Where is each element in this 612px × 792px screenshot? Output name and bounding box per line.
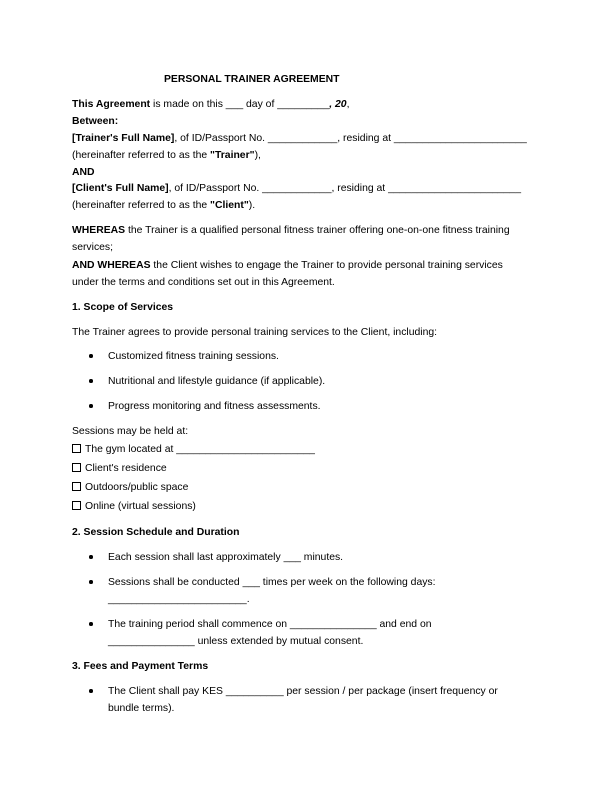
agreement-date-line: [72, 98, 349, 111]
location-option-residence[interactable]: [72, 462, 167, 475]
list-item: Sessions shall be conducted ___ times per week on the following days:: [108, 577, 436, 588]
checkbox-icon[interactable]: [72, 501, 81, 510]
and-whereas-label: AND WHEREAS: [72, 260, 151, 271]
location-option-label: Outdoors/public space: [85, 482, 189, 493]
location-option-label: Online (virtual sessions): [85, 501, 196, 512]
bullet-icon: [89, 376, 95, 382]
location-option-label: The gym located at ________________________: [85, 444, 315, 455]
list-item: Progress monitoring and fitness assessments.: [108, 401, 321, 412]
location-option-gym[interactable]: [72, 443, 315, 456]
section-1-intro: The Trainer agrees to provide personal training services to the Client, including:: [72, 327, 438, 338]
checkbox-icon[interactable]: [72, 482, 81, 491]
section-3-heading: 3. Fees and Payment Terms: [72, 661, 209, 672]
bullet-icon: [89, 401, 95, 407]
between-label: Between:: [72, 116, 119, 127]
trainer-identity-line: [72, 132, 527, 145]
location-option-outdoors[interactable]: [72, 481, 188, 494]
list-item: Nutritional and lifestyle guidance (if applicable).: [108, 376, 326, 387]
locations-label: Sessions may be held at:: [72, 426, 189, 437]
whereas-line-2: services;: [72, 242, 113, 253]
trainer-name-placeholder: [Trainer's Full Name]: [72, 133, 175, 144]
agreement-year-end: ,: [346, 99, 350, 110]
and-whereas-line-1: [72, 259, 503, 272]
section-1-heading: 1. Scope of Services: [72, 302, 174, 313]
trainer-ref-suffix: ),: [254, 150, 261, 161]
list-item-continuation: _______________ unless extended by mutual consent.: [108, 636, 364, 647]
list-item: Customized fitness training sessions.: [108, 351, 279, 362]
client-identity-text: , of ID/Passport No. ____________, residing at _______________________: [168, 183, 521, 194]
list-item-continuation: bundle terms).: [108, 703, 175, 714]
whereas-label: WHEREAS: [72, 225, 126, 236]
bullet-icon: [89, 351, 95, 357]
and-whereas-text: the Client wishes to engage the Trainer to provide personal training services: [150, 260, 503, 271]
agreement-date-text: is made on this ___ day of _________: [150, 99, 330, 110]
client-reference-line: [72, 199, 255, 212]
checkbox-icon[interactable]: [72, 444, 81, 453]
agreement-label: This Agreement: [72, 99, 151, 110]
location-option-online[interactable]: [72, 500, 196, 513]
bullet-icon: [89, 619, 95, 625]
client-identity-line: [72, 182, 521, 195]
client-ref-prefix: (hereinafter referred to as the: [72, 200, 211, 211]
bullet-icon: [89, 577, 95, 583]
client-ref-suffix: ).: [248, 200, 256, 211]
trainer-reference-line: [72, 149, 261, 162]
location-option-label: Client's residence: [85, 463, 167, 474]
client-name-placeholder: [Client's Full Name]: [72, 183, 169, 194]
list-item: The Client shall pay KES __________ per session / per package (insert frequency or: [108, 686, 498, 697]
trainer-ref-prefix: (hereinafter referred to as the: [72, 150, 211, 161]
whereas-text: the Trainer is a qualified personal fitness trainer offering one-on-one fitness training: [125, 225, 510, 236]
section-2-heading: 2. Session Schedule and Duration: [72, 527, 240, 538]
list-item: Each session shall last approximately ___ minutes.: [108, 552, 344, 563]
checkbox-icon[interactable]: [72, 463, 81, 472]
list-item-continuation: ________________________.: [108, 594, 250, 605]
bullet-icon: [89, 686, 95, 692]
and-whereas-line-2: under the terms and conditions set out in this Agreement.: [72, 277, 335, 288]
document-title: PERSONAL TRAINER AGREEMENT: [164, 74, 340, 85]
client-ref-term: "Client": [210, 200, 249, 211]
trainer-identity-text: , of ID/Passport No. ____________, residing at _______________________: [174, 133, 527, 144]
and-label: AND: [72, 167, 95, 178]
bullet-icon: [89, 552, 95, 558]
list-item: The training period shall commence on _______________ and end on: [108, 619, 432, 630]
whereas-line-1: [72, 224, 510, 237]
agreement-year: , 20: [329, 99, 347, 110]
trainer-ref-term: "Trainer": [210, 150, 255, 161]
